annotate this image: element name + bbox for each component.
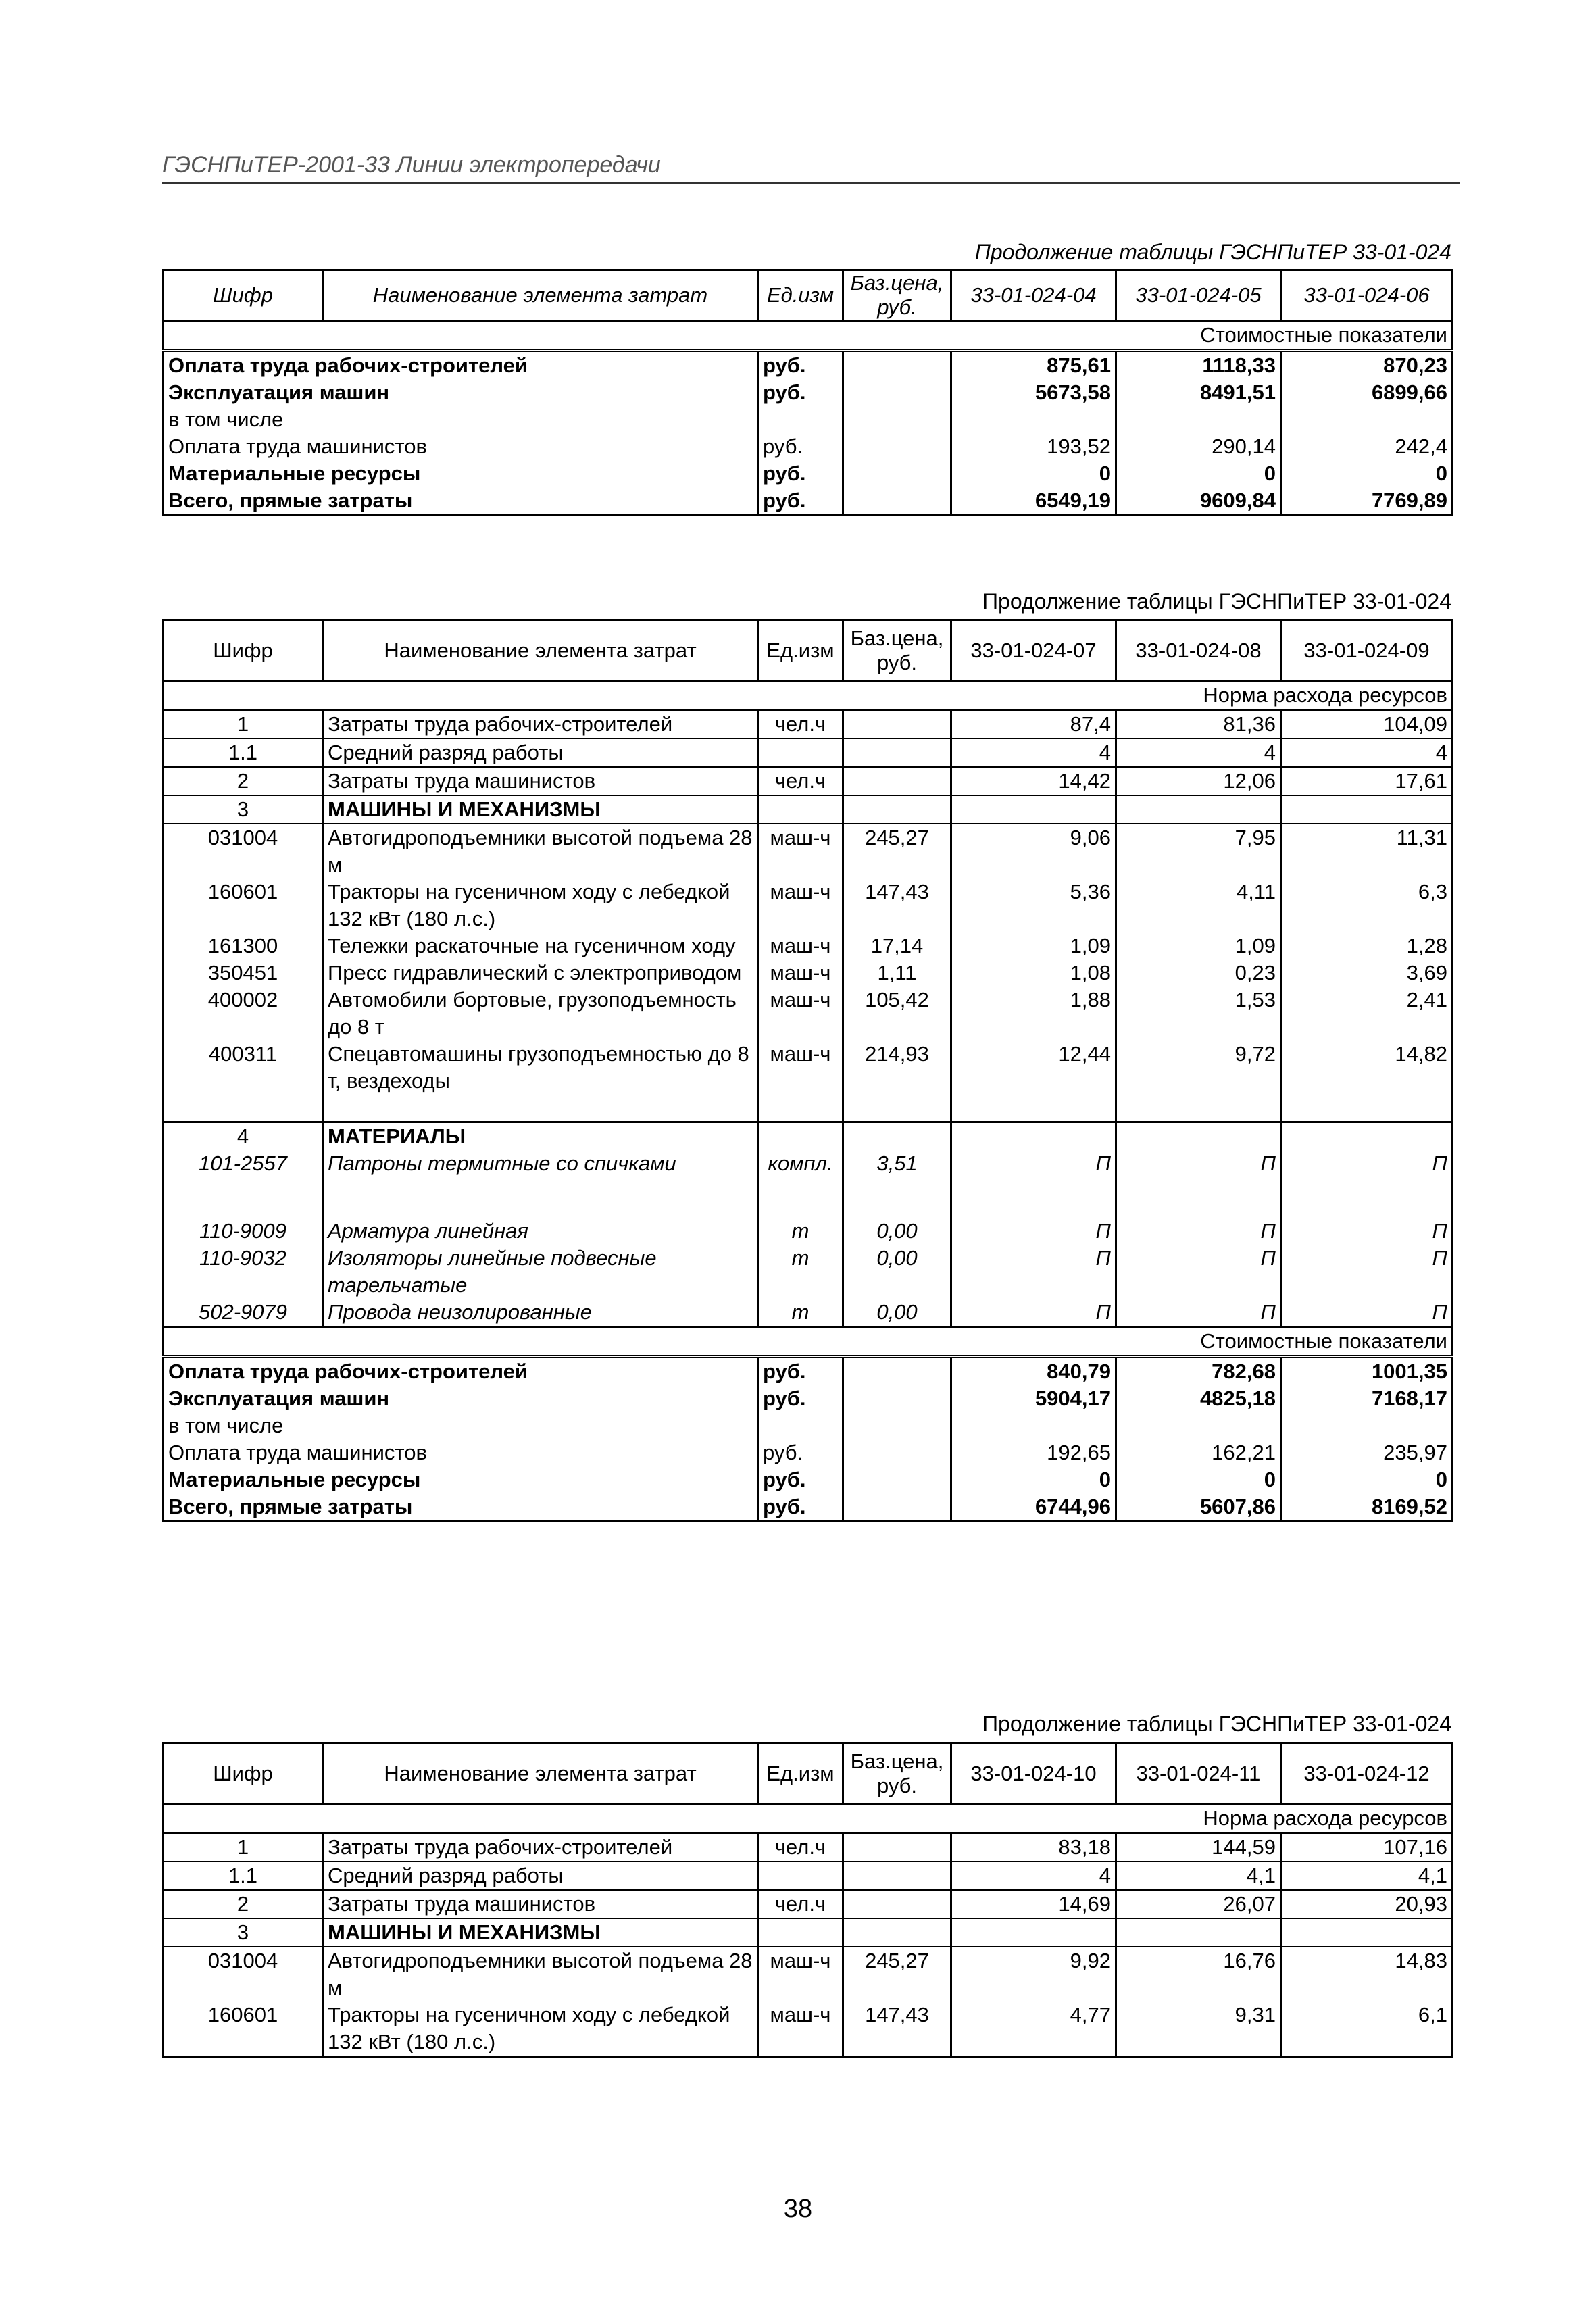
section-label: Норма расхода ресурсов bbox=[164, 1804, 1453, 1833]
row-code: 3 bbox=[164, 1918, 323, 1947]
row-name: Патроны термитные со спичками bbox=[323, 1150, 758, 1218]
summary-label: Эксплуатация машин bbox=[164, 1385, 758, 1412]
row-name: Пресс гидравлический с электроприводом bbox=[323, 960, 758, 987]
summary-unit: руб. bbox=[758, 1466, 843, 1493]
row-price: 105,42 bbox=[843, 987, 951, 1041]
summary-value: 6744,96 bbox=[951, 1493, 1116, 1522]
row-value: 3,69 bbox=[1281, 960, 1453, 987]
summary-value: 0 bbox=[1116, 1466, 1281, 1493]
row-unit: маш-ч bbox=[758, 987, 843, 1041]
table-row bbox=[164, 1218, 1453, 1245]
row-value bbox=[1116, 1918, 1281, 1947]
row-price: 245,27 bbox=[843, 1947, 951, 2001]
summary-value: 7168,17 bbox=[1281, 1385, 1453, 1412]
summary-price bbox=[843, 1466, 951, 1493]
table-row bbox=[164, 1041, 1453, 1122]
row-unit: чел.ч bbox=[758, 1833, 843, 1862]
summary-value: 0 bbox=[951, 460, 1116, 487]
summary-price bbox=[843, 433, 951, 460]
col-name-header: Наименование элемента затрат bbox=[323, 1743, 758, 1804]
row-value: 1,08 bbox=[951, 960, 1116, 987]
summary-row bbox=[164, 1493, 1453, 1522]
col-code-3: 33-01-024-12 bbox=[1281, 1743, 1453, 1804]
row-price: 1,11 bbox=[843, 960, 951, 987]
row-value: 20,93 bbox=[1281, 1890, 1453, 1918]
summary-block bbox=[164, 351, 1453, 516]
row-name: МАТЕРИАЛЫ bbox=[323, 1122, 758, 1150]
row-name: Затраты труда машинистов bbox=[323, 1890, 758, 1918]
row-value: П bbox=[951, 1299, 1116, 1327]
row-unit bbox=[758, 1122, 843, 1150]
table-row bbox=[164, 824, 1453, 878]
row-unit: т bbox=[758, 1218, 843, 1245]
col-code-header: Шифр bbox=[164, 270, 323, 321]
summary-unit: руб. bbox=[758, 460, 843, 487]
row-code: 3 bbox=[164, 795, 323, 824]
table-row bbox=[164, 710, 1453, 739]
row-code: 110-9032 bbox=[164, 1245, 323, 1299]
section-label: Стоимостные показатели bbox=[164, 321, 1453, 351]
row-value: 14,69 bbox=[951, 1890, 1116, 1918]
row-price: 0,00 bbox=[843, 1299, 951, 1327]
row-value: 14,83 bbox=[1281, 1947, 1453, 2001]
summary-value: 6899,66 bbox=[1281, 379, 1453, 406]
row-value: П bbox=[1116, 1245, 1281, 1299]
row-value: П bbox=[1281, 1150, 1453, 1218]
col-price-header: Баз.цена, руб. bbox=[843, 1743, 951, 1804]
row-value: 1,88 bbox=[951, 987, 1116, 1041]
resource-table-3 bbox=[162, 1742, 1453, 2058]
row-name: МАШИНЫ И МЕХАНИЗМЫ bbox=[323, 795, 758, 824]
table-row bbox=[164, 1890, 1453, 1918]
table-row bbox=[164, 739, 1453, 767]
table-row bbox=[164, 1245, 1453, 1299]
summary-value: 290,14 bbox=[1116, 433, 1281, 460]
row-unit: чел.ч bbox=[758, 710, 843, 739]
row-value: 0,23 bbox=[1116, 960, 1281, 987]
summary-label: Материальные ресурсы bbox=[164, 460, 758, 487]
summary-row bbox=[164, 1356, 1453, 1385]
resource-table-2 bbox=[162, 619, 1453, 1522]
row-unit bbox=[758, 1918, 843, 1947]
summary-label: Оплата труда рабочих-строителей bbox=[164, 1356, 758, 1385]
row-name: Затраты труда рабочих-строителей bbox=[323, 1833, 758, 1862]
summary-row bbox=[164, 487, 1453, 516]
summary-row bbox=[164, 1439, 1453, 1466]
table-row bbox=[164, 1299, 1453, 1327]
row-unit: маш-ч bbox=[758, 1947, 843, 2001]
col-name-header: Наименование элемента затрат bbox=[323, 620, 758, 681]
summary-label: Оплата труда машинистов bbox=[164, 433, 758, 460]
row-unit bbox=[758, 795, 843, 824]
row-value: П bbox=[1116, 1150, 1281, 1218]
summary-value: 5904,17 bbox=[951, 1385, 1116, 1412]
row-value: 4,1 bbox=[1116, 1862, 1281, 1890]
row-price: 245,27 bbox=[843, 824, 951, 878]
summary-row bbox=[164, 433, 1453, 460]
row-price: 17,14 bbox=[843, 932, 951, 960]
row-value: 12,06 bbox=[1116, 767, 1281, 795]
summary-value: 235,97 bbox=[1281, 1439, 1453, 1466]
row-code: 031004 bbox=[164, 824, 323, 878]
row-unit: т bbox=[758, 1245, 843, 1299]
summary-row bbox=[164, 1385, 1453, 1412]
col-name-header: Наименование элемента затрат bbox=[323, 270, 758, 321]
row-price: 147,43 bbox=[843, 878, 951, 932]
row-code: 2 bbox=[164, 1890, 323, 1918]
row-value: 6,3 bbox=[1281, 878, 1453, 932]
summary-label: Оплата труда рабочих-строителей bbox=[164, 351, 758, 380]
col-unit-header: Ед.изм bbox=[758, 1743, 843, 1804]
row-value: 11,31 bbox=[1281, 824, 1453, 878]
row-unit: чел.ч bbox=[758, 1890, 843, 1918]
summary-row bbox=[164, 460, 1453, 487]
col-code-header: Шифр bbox=[164, 620, 323, 681]
row-value: П bbox=[951, 1150, 1116, 1218]
row-name: Средний разряд работы bbox=[323, 739, 758, 767]
resource-rows bbox=[164, 710, 1453, 1327]
summary-row bbox=[164, 406, 1453, 433]
row-value: П bbox=[1281, 1299, 1453, 1327]
summary-unit bbox=[758, 406, 843, 433]
row-code: 1.1 bbox=[164, 1862, 323, 1890]
row-code: 2 bbox=[164, 767, 323, 795]
summary-value bbox=[1116, 406, 1281, 433]
col-code-1: 33-01-024-04 bbox=[951, 270, 1116, 321]
row-value: 7,95 bbox=[1116, 824, 1281, 878]
row-value: П bbox=[1116, 1299, 1281, 1327]
row-unit: маш-ч bbox=[758, 2001, 843, 2057]
row-unit: маш-ч bbox=[758, 1041, 843, 1122]
table-row bbox=[164, 1862, 1453, 1890]
col-code-3: 33-01-024-06 bbox=[1281, 270, 1453, 321]
summary-price bbox=[843, 351, 951, 380]
table-row bbox=[164, 932, 1453, 960]
summary-value bbox=[1281, 406, 1453, 433]
summary-unit: руб. bbox=[758, 1356, 843, 1385]
row-code: 1.1 bbox=[164, 739, 323, 767]
row-name: Арматура линейная bbox=[323, 1218, 758, 1245]
row-unit: маш-ч bbox=[758, 878, 843, 932]
col-unit-header: Ед.изм bbox=[758, 620, 843, 681]
row-code: 350451 bbox=[164, 960, 323, 987]
col-code-3: 33-01-024-09 bbox=[1281, 620, 1453, 681]
section-label: Стоимостные показатели bbox=[164, 1326, 1453, 1356]
section-label: Норма расхода ресурсов bbox=[164, 681, 1453, 710]
row-value: 14,82 bbox=[1281, 1041, 1453, 1122]
row-value: 16,76 bbox=[1116, 1947, 1281, 2001]
summary-value: 870,23 bbox=[1281, 351, 1453, 380]
summary-row bbox=[164, 1466, 1453, 1493]
row-value: 104,09 bbox=[1281, 710, 1453, 739]
summary-value: 0 bbox=[951, 1466, 1116, 1493]
summary-value: 875,61 bbox=[951, 351, 1116, 380]
summary-value bbox=[1116, 1412, 1281, 1439]
row-value: 1,53 bbox=[1116, 987, 1281, 1041]
row-price bbox=[843, 1122, 951, 1150]
summary-label: Всего, прямые затраты bbox=[164, 487, 758, 516]
summary-row bbox=[164, 351, 1453, 380]
row-value bbox=[1281, 1918, 1453, 1947]
row-price: 214,93 bbox=[843, 1041, 951, 1122]
row-code: 400311 bbox=[164, 1041, 323, 1122]
summary-value: 840,79 bbox=[951, 1356, 1116, 1385]
summary-price bbox=[843, 1385, 951, 1412]
row-value bbox=[951, 795, 1116, 824]
table-row bbox=[164, 1833, 1453, 1862]
row-code: 502-9079 bbox=[164, 1299, 323, 1327]
row-name: Затраты труда машинистов bbox=[323, 767, 758, 795]
table-caption: Продолжение таблицы ГЭСНПиТЕР 33-01-024 bbox=[974, 240, 1451, 264]
summary-unit: руб. bbox=[758, 1385, 843, 1412]
summary-unit: руб. bbox=[758, 1493, 843, 1522]
summary-price bbox=[843, 1412, 951, 1439]
summary-value: 192,65 bbox=[951, 1439, 1116, 1466]
summary-price bbox=[843, 1356, 951, 1385]
col-code-header: Шифр bbox=[164, 1743, 323, 1804]
summary-row bbox=[164, 379, 1453, 406]
summary-label: Материальные ресурсы bbox=[164, 1466, 758, 1493]
col-code-1: 33-01-024-10 bbox=[951, 1743, 1116, 1804]
row-unit: маш-ч bbox=[758, 824, 843, 878]
row-price bbox=[843, 1890, 951, 1918]
row-value: 17,61 bbox=[1281, 767, 1453, 795]
row-value: 9,72 bbox=[1116, 1041, 1281, 1122]
summary-value: 0 bbox=[1281, 460, 1453, 487]
row-value: 26,07 bbox=[1116, 1890, 1281, 1918]
summary-value: 6549,19 bbox=[951, 487, 1116, 516]
row-unit: т bbox=[758, 1299, 843, 1327]
row-value bbox=[951, 1918, 1116, 1947]
summary-price bbox=[843, 1439, 951, 1466]
table-row bbox=[164, 960, 1453, 987]
table-row bbox=[164, 1122, 1453, 1150]
row-value: 4,11 bbox=[1116, 878, 1281, 932]
row-value bbox=[1281, 795, 1453, 824]
row-value: 144,59 bbox=[1116, 1833, 1281, 1862]
row-code: 1 bbox=[164, 1833, 323, 1862]
row-code: 160601 bbox=[164, 2001, 323, 2057]
row-value: 87,4 bbox=[951, 710, 1116, 739]
summary-label: Оплата труда машинистов bbox=[164, 1439, 758, 1466]
col-price-header: Баз.цена, руб. bbox=[843, 620, 951, 681]
row-value: П bbox=[1281, 1218, 1453, 1245]
row-price bbox=[843, 1833, 951, 1862]
summary-value: 8169,52 bbox=[1281, 1493, 1453, 1522]
summary-label: в том числе bbox=[164, 1412, 758, 1439]
row-name: Спецавтомашины грузоподъемностью до 8 т, вездеходы bbox=[323, 1041, 758, 1122]
row-value: 4 bbox=[1281, 739, 1453, 767]
summary-label: Всего, прямые затраты bbox=[164, 1493, 758, 1522]
table-row bbox=[164, 1150, 1453, 1218]
row-name: Тележки раскаточные на гусеничном ходу bbox=[323, 932, 758, 960]
row-unit: маш-ч bbox=[758, 960, 843, 987]
row-name: Автомобили бортовые, грузоподъемность до 8 т bbox=[323, 987, 758, 1041]
summary-value: 8491,51 bbox=[1116, 379, 1281, 406]
row-code: 101-2557 bbox=[164, 1150, 323, 1218]
summary-price bbox=[843, 406, 951, 433]
table-row bbox=[164, 1918, 1453, 1947]
row-unit: компл. bbox=[758, 1150, 843, 1218]
row-value: 107,16 bbox=[1281, 1833, 1453, 1862]
summary-price bbox=[843, 379, 951, 406]
col-unit-header: Ед.изм bbox=[758, 270, 843, 321]
row-value: П bbox=[1116, 1218, 1281, 1245]
summary-value: 193,52 bbox=[951, 433, 1116, 460]
row-value: 83,18 bbox=[951, 1833, 1116, 1862]
summary-value: 5607,86 bbox=[1116, 1493, 1281, 1522]
page-header: ГЭСНПиТЕР-2001-33 Линии электропередачи bbox=[162, 152, 1460, 184]
summary-value: 1118,33 bbox=[1116, 351, 1281, 380]
row-code: 400002 bbox=[164, 987, 323, 1041]
row-name: Средний разряд работы bbox=[323, 1862, 758, 1890]
row-price bbox=[843, 1918, 951, 1947]
row-value: 9,31 bbox=[1116, 2001, 1281, 2057]
summary-row bbox=[164, 1412, 1453, 1439]
row-value: П bbox=[1281, 1245, 1453, 1299]
row-value bbox=[1116, 795, 1281, 824]
row-name: МАШИНЫ И МЕХАНИЗМЫ bbox=[323, 1918, 758, 1947]
table-row bbox=[164, 767, 1453, 795]
summary-unit: руб. bbox=[758, 1439, 843, 1466]
table-row bbox=[164, 987, 1453, 1041]
summary-value: 9609,84 bbox=[1116, 487, 1281, 516]
page-number: 38 bbox=[783, 2195, 813, 2223]
row-value: 1,09 bbox=[951, 932, 1116, 960]
row-unit bbox=[758, 1862, 843, 1890]
row-value: 9,06 bbox=[951, 824, 1116, 878]
row-value: 2,41 bbox=[1281, 987, 1453, 1041]
row-name: Тракторы на гусеничном ходу с лебедкой 132 кВт (180 л.с.) bbox=[323, 2001, 758, 2057]
row-value bbox=[1281, 1122, 1453, 1150]
row-price bbox=[843, 795, 951, 824]
row-name: Изоляторы линейные подвесные тарельчатые bbox=[323, 1245, 758, 1299]
row-value: 81,36 bbox=[1116, 710, 1281, 739]
row-value: 12,44 bbox=[951, 1041, 1116, 1122]
summary-label: Эксплуатация машин bbox=[164, 379, 758, 406]
table-caption: Продолжение таблицы ГЭСНПиТЕР 33-01-024 bbox=[982, 1712, 1451, 1736]
row-price: 0,00 bbox=[843, 1245, 951, 1299]
col-code-2: 33-01-024-08 bbox=[1116, 620, 1281, 681]
summary-value: 162,21 bbox=[1116, 1439, 1281, 1466]
summary-value: 242,4 bbox=[1281, 433, 1453, 460]
summary-value: 0 bbox=[1116, 460, 1281, 487]
cost-table-1 bbox=[162, 269, 1453, 516]
summary-unit: руб. bbox=[758, 487, 843, 516]
row-value bbox=[951, 1122, 1116, 1150]
summary-value bbox=[951, 406, 1116, 433]
summary-unit: руб. bbox=[758, 433, 843, 460]
table-row bbox=[164, 795, 1453, 824]
row-value: 5,36 bbox=[951, 878, 1116, 932]
summary-value bbox=[1281, 1412, 1453, 1439]
col-code-1: 33-01-024-07 bbox=[951, 620, 1116, 681]
row-value: 4,1 bbox=[1281, 1862, 1453, 1890]
summary-value: 782,68 bbox=[1116, 1356, 1281, 1385]
summary-value: 0 bbox=[1281, 1466, 1453, 1493]
row-code: 031004 bbox=[164, 1947, 323, 2001]
row-code: 4 bbox=[164, 1122, 323, 1150]
row-value: 6,1 bbox=[1281, 2001, 1453, 2057]
summary-unit: руб. bbox=[758, 351, 843, 380]
row-unit: маш-ч bbox=[758, 932, 843, 960]
row-value: П bbox=[951, 1245, 1116, 1299]
row-code: 161300 bbox=[164, 932, 323, 960]
col-price-header: Баз.цена, руб. bbox=[843, 270, 951, 321]
table-row bbox=[164, 878, 1453, 932]
row-name: Автогидроподъемники высотой подъема 28 м bbox=[323, 1947, 758, 2001]
summary-unit: руб. bbox=[758, 379, 843, 406]
summary-value: 7769,89 bbox=[1281, 487, 1453, 516]
row-code: 160601 bbox=[164, 878, 323, 932]
row-name: Затраты труда рабочих-строителей bbox=[323, 710, 758, 739]
summary-price bbox=[843, 1493, 951, 1522]
row-value bbox=[1116, 1122, 1281, 1150]
row-value: 4 bbox=[1116, 739, 1281, 767]
summary-block bbox=[164, 1356, 1453, 1521]
row-value: 4,77 bbox=[951, 2001, 1116, 2057]
row-code: 110-9009 bbox=[164, 1218, 323, 1245]
row-price bbox=[843, 710, 951, 739]
row-value: 9,92 bbox=[951, 1947, 1116, 2001]
summary-value: 1001,35 bbox=[1281, 1356, 1453, 1385]
table-caption: Продолжение таблицы ГЭСНПиТЕР 33-01-024 bbox=[982, 589, 1451, 614]
row-price bbox=[843, 739, 951, 767]
row-value: 1,28 bbox=[1281, 932, 1453, 960]
summary-value: 5673,58 bbox=[951, 379, 1116, 406]
row-value: 1,09 bbox=[1116, 932, 1281, 960]
summary-value: 4825,18 bbox=[1116, 1385, 1281, 1412]
row-price: 3,51 bbox=[843, 1150, 951, 1218]
table-row bbox=[164, 1947, 1453, 2001]
summary-unit bbox=[758, 1412, 843, 1439]
row-value: П bbox=[951, 1218, 1116, 1245]
col-code-2: 33-01-024-05 bbox=[1116, 270, 1281, 321]
table-row bbox=[164, 2001, 1453, 2057]
row-name: Автогидроподъемники высотой подъема 28 м bbox=[323, 824, 758, 878]
summary-price bbox=[843, 460, 951, 487]
row-price bbox=[843, 767, 951, 795]
row-value: 14,42 bbox=[951, 767, 1116, 795]
row-price bbox=[843, 1862, 951, 1890]
row-unit bbox=[758, 739, 843, 767]
row-value: 4 bbox=[951, 1862, 1116, 1890]
resource-rows bbox=[164, 1833, 1453, 2057]
row-name: Провода неизолированные bbox=[323, 1299, 758, 1327]
summary-price bbox=[843, 487, 951, 516]
col-code-2: 33-01-024-11 bbox=[1116, 1743, 1281, 1804]
row-code: 1 bbox=[164, 710, 323, 739]
summary-label: в том числе bbox=[164, 406, 758, 433]
row-unit: чел.ч bbox=[758, 767, 843, 795]
summary-value bbox=[951, 1412, 1116, 1439]
row-price: 0,00 bbox=[843, 1218, 951, 1245]
row-value: 4 bbox=[951, 739, 1116, 767]
row-name: Тракторы на гусеничном ходу с лебедкой 132 кВт (180 л.с.) bbox=[323, 878, 758, 932]
row-price: 147,43 bbox=[843, 2001, 951, 2057]
